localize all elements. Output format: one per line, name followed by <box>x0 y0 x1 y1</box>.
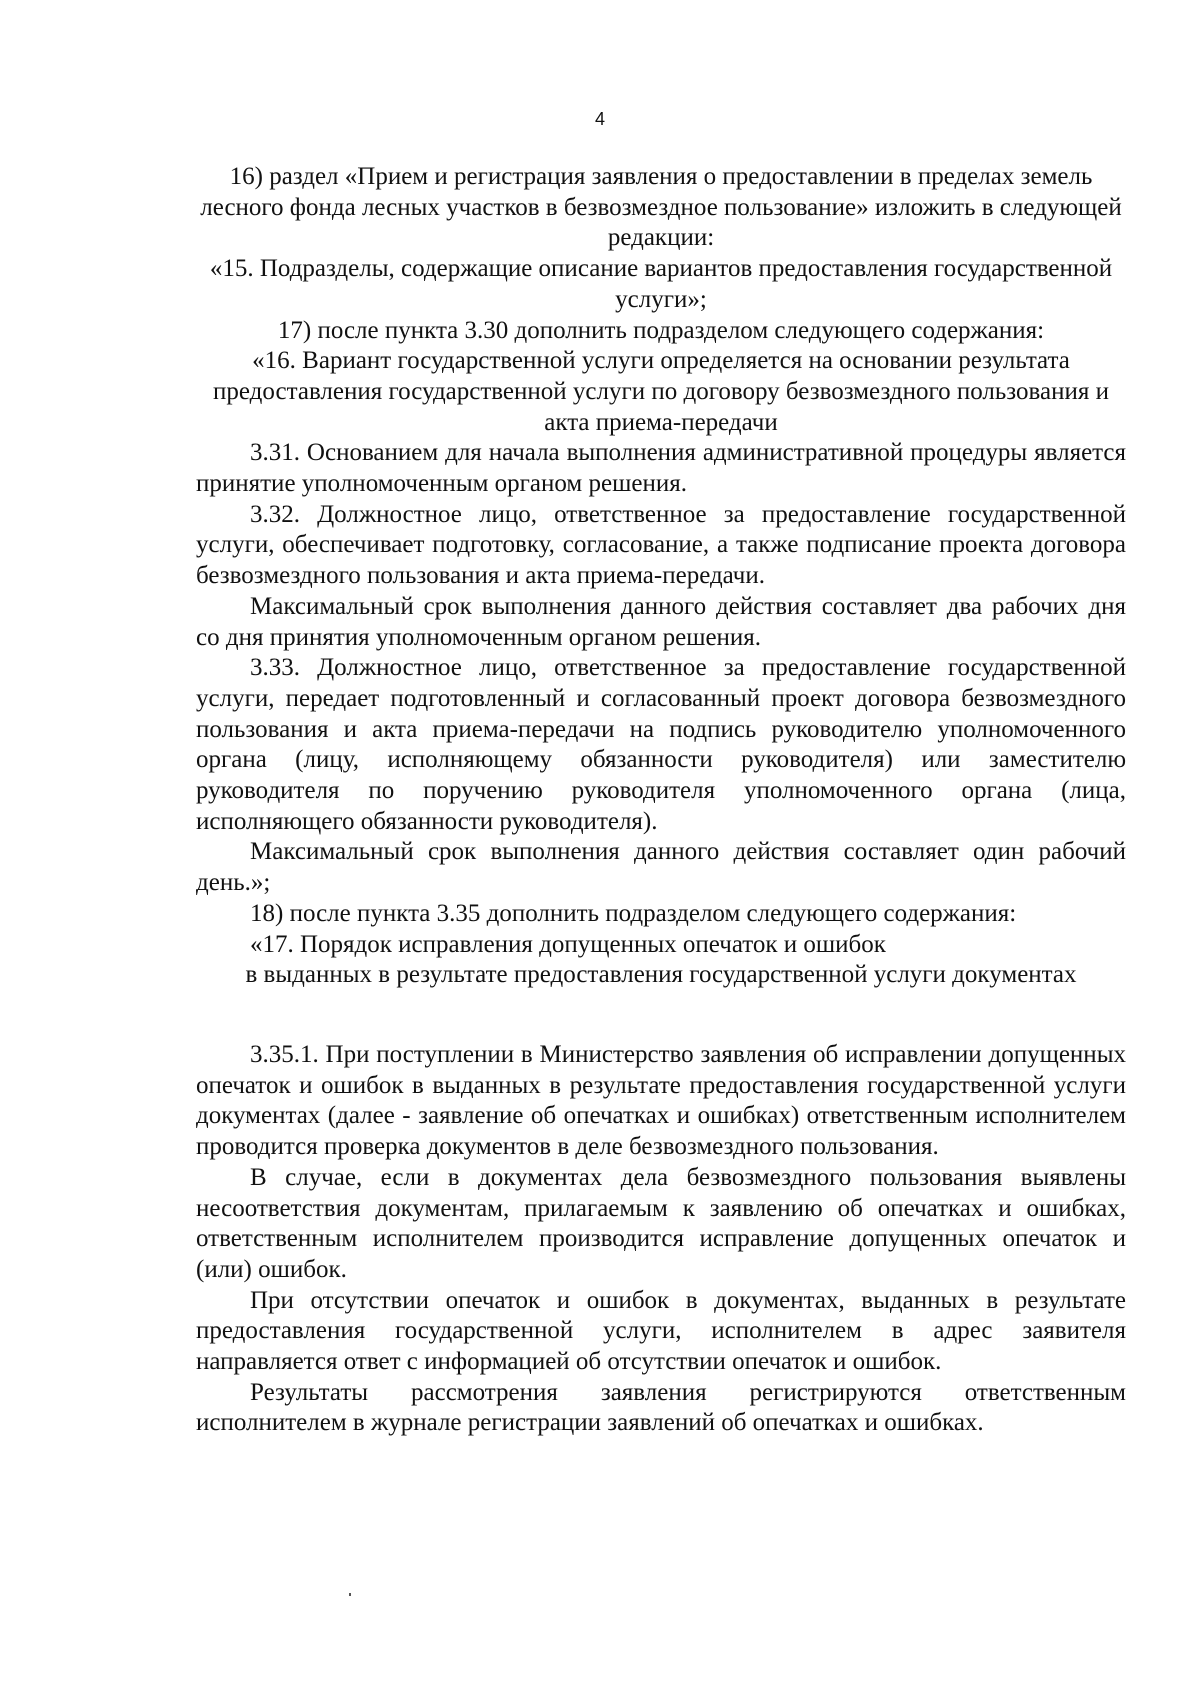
paragraph: При отсутствии опечаток и ошибок в документах, выданных в результате предоставления государственной услуги, исполнителем в адрес заявителя направляется ответ с информацией об отсутствии опечаток и ошибок. <box>196 1286 1126 1376</box>
paragraph: 3.35.1. При поступлении в Министерство заявления об исправлении допущенных опечаток и ошибок в выданных в результате предоставления государственной услуги документах (далее - заявление об опечатках и ошибках) ответственным исполнителем проводится проверка документов в деле безвозмездного пользования. <box>196 1040 1126 1161</box>
scan-speck <box>349 1593 351 1596</box>
paragraph: В случае, если в документах дела безвозмездного пользования выявлены несоответствия документам, прилагаемым к заявлению об опечатках и ошибках, ответственным исполнителем производится исправление допущенных опечаток и (или) ошибок. <box>196 1163 1126 1283</box>
paragraph: «17. Порядок исправления допущенных опечаток и ошибок <box>250 930 886 958</box>
paragraph: «15. Подразделы, содержащие описание вариантов предоставления государственной услуги»; <box>209 255 1113 313</box>
page-number: 4 <box>594 109 605 129</box>
paragraph: Максимальный срок выполнения данного действия составляет два рабочих дня со дня принятия уполномоченным органом решения. <box>196 592 1126 651</box>
paragraph: 3.31. Основанием для начала выполнения административной процедуры является принятие уполномоченным органом решения. <box>196 439 1126 498</box>
paragraph-spacer <box>196 991 1126 1040</box>
paragraph: «16. Вариант государственной услуги определяется на основании результата предоставления государственной услуги по договору безвозмездного пользования и акта приема-передачи <box>213 347 1109 436</box>
paragraph: 3.33. Должностное лицо, ответственное за предоставление государственной услуги, передает подготовленный и согласованный проект договора безвозмездного пользования и акта приема-передачи на подпись руководителю уполномоченного органа (лицу, исполняющему обязанности руководителя) или заместителю руководителя по поручению руководителя уполномоченного органа (лица, исполняющего обязанности руководителя). <box>196 654 1126 835</box>
paragraph: 18) после пункта 3.35 дополнить подразделом следующего содержания: <box>250 899 1017 927</box>
paragraph: 3.32. Должностное лицо, ответственное за предоставление государственной услуги, обеспечивает подготовку, согласование, а также подписание проекта договора безвозмездного пользования и акта приема-передачи. <box>196 500 1126 590</box>
paragraph: в выданных в результате предоставления государственной услуги документах <box>245 961 1077 989</box>
paragraph: 17) после пункта 3.30 дополнить подразделом следующего содержания: <box>277 316 1045 344</box>
paragraph: 16) раздел «Прием и регистрация заявления о предоставлении в пределах земель лесного фонда лесных участков в безвозмездное пользование» изложить в следующей редакции: <box>200 163 1122 252</box>
paragraph: Максимальный срок выполнения данного действия составляет один рабочий день.»; <box>196 838 1126 897</box>
document-body <box>196 162 1126 1439</box>
paragraph: Результаты рассмотрения заявления регистрируются ответственным исполнителем в журнале регистрации заявлений об опечатках и ошибках. <box>196 1378 1126 1437</box>
